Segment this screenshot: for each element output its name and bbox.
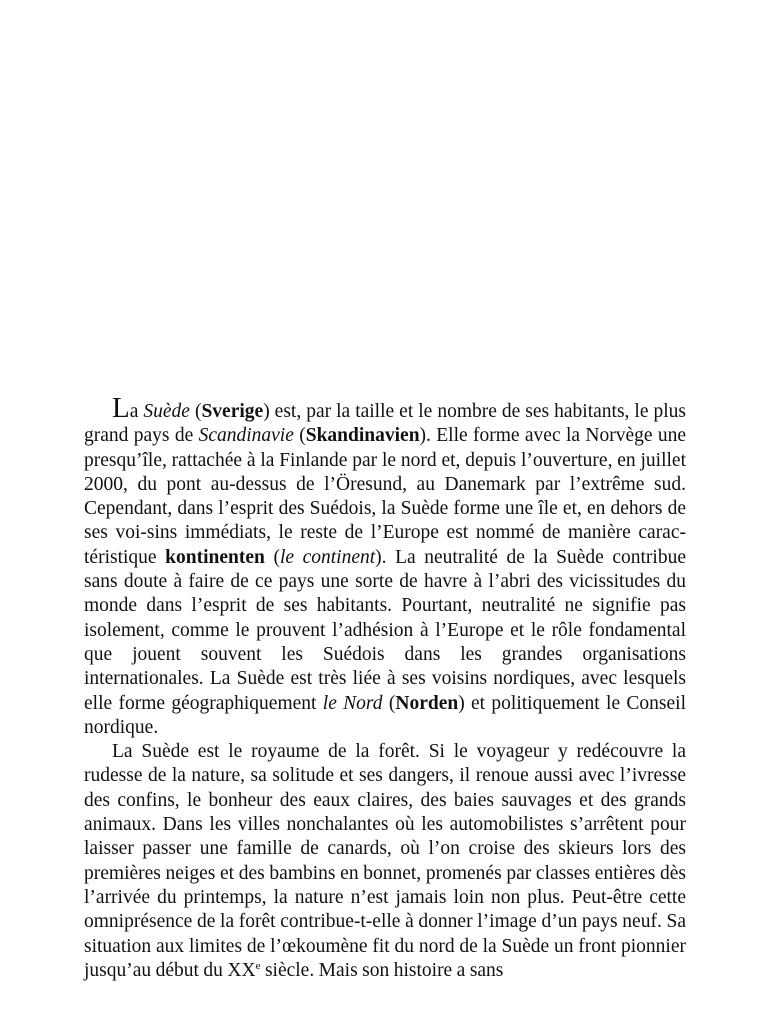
italic-term-le-continent: le continent [279, 546, 376, 568]
body-text [84, 392, 687, 983]
text-run: a [129, 401, 144, 422]
superscript: e [255, 959, 261, 972]
text-run: ( [189, 401, 202, 422]
century-numeral: XX [227, 959, 256, 981]
text-run: ) et politiquement le Conseil nordique. [84, 692, 687, 738]
italic-term-le-nord: le Nord [322, 692, 383, 714]
italic-term-scandinavie: Scandinavie [198, 425, 294, 447]
bold-term-sverige: Sverige [201, 401, 264, 422]
text-run: ). La neutralité de la Suède contribue sans doute à faire de ce pays une sorte de havre à l’abri des vicissitudes du monde dans l’esprit de ses habitants. Pourtant, neutralité ne signifie pas isolement, comme le prouvent l’adhésion à l’Europe et le rôle fondamental que jouent souvent les Suédois dans les grandes organisations internationales. La Suède est très liée à ses voisins nordiques, avec lesquels elle forme géographiquement [84, 546, 686, 714]
bold-term-kontinenten: kontinenten [165, 546, 265, 568]
text-run: siècle. Mais son histoire a sans [260, 959, 504, 981]
drop-cap: L [112, 392, 130, 424]
text-run: ). Elle forme avec la Norvège une presqu’île, rattachée à la Finlande par le nord et, depuis l’ouverture, en juillet 2000, du pont au-dessus de l’Öresund, au Danemark par l’extrême sud. Cependant, dans l’esprit des Suédois, la Suède forme une île et, en dehors de ses voi-sins immédiats, le reste de l’Europe est nommé de manière carac-téristique [84, 425, 687, 568]
text-run: ( [293, 425, 306, 447]
bold-term-norden: Norden [395, 692, 459, 714]
paragraph-1 [84, 392, 687, 740]
text-run: ) est, par la taille et le nombre de ses habitants, le plus grand pays de [84, 401, 686, 447]
italic-term-suede: Suède [143, 401, 190, 422]
paragraph-2 [84, 740, 686, 983]
text-run: ( [264, 546, 280, 568]
bold-term-skandinavien: Skandinavien [305, 425, 420, 447]
text-run: La Suède est le royaume de la forêt. Si le voyageur y redécouvre la rudesse de la nature, sa solitude et ses dangers, il renoue aussi avec l’ivresse des confins, le bonheur des eaux claires, des baies sauvages et des grands animaux. Dans les villes nonchalantes où les automobilistes s’arrêtent pour laisser passer une famille de canards, où l’on croise des skieurs lors des premières neiges et des bambins en bonnet, promenés par classes entières dès l’arrivée du printemps, la nature n’est jamais loin non plus. Peut-être cette omniprésence de la forêt contribue-t-elle à donner l’image d’un pays neuf. Sa situation aux limites de l’œkoumène fit du nord de la Suède un front pionnier jusqu’au début du [84, 741, 686, 981]
text-run: ( [382, 692, 396, 714]
